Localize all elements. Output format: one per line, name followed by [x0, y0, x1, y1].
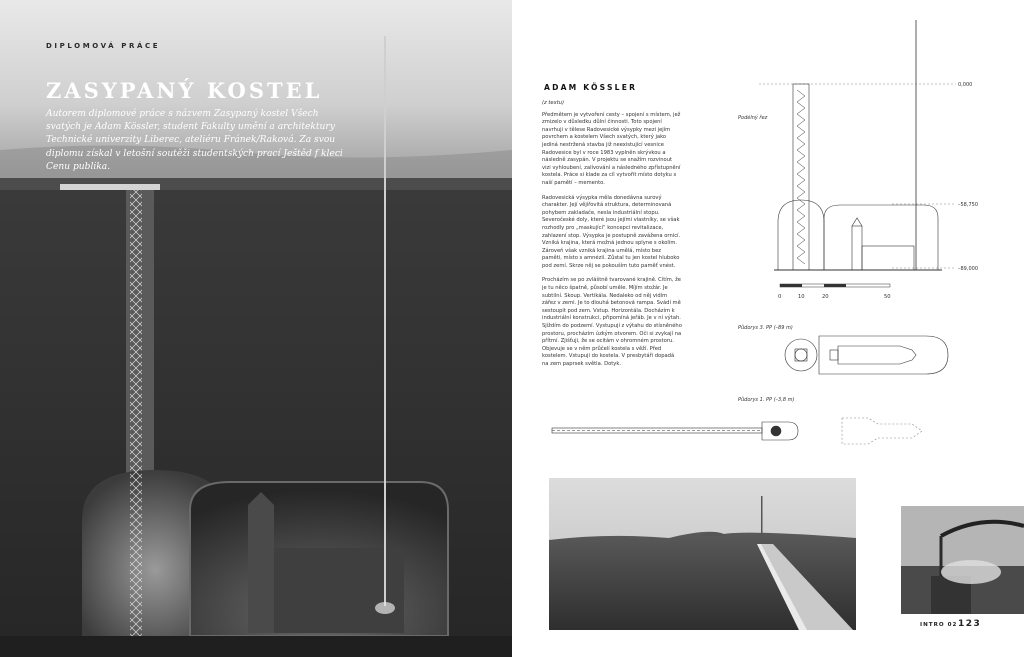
scale-tick: 10	[798, 294, 805, 300]
technical-drawings	[512, 0, 1024, 480]
article-title: ZASYPANÝ KOSTEL	[46, 78, 323, 103]
scale-tick: 20	[822, 294, 829, 300]
section-drawing	[759, 20, 956, 270]
landscape-photo	[549, 478, 856, 630]
scale-tick: 0	[778, 294, 782, 300]
level-label: 0,000	[958, 82, 973, 88]
drawing-label: Půdorys 1. PP (–3,8 m)	[738, 397, 795, 403]
source-note: (z textu)	[542, 100, 565, 106]
footer-section: INTRO 02	[920, 622, 958, 628]
right-page	[512, 0, 1024, 657]
construction-photo	[901, 506, 1024, 614]
body-paragraph: Předmětem je vytvoření cesty – spojení s místem, jež zmizelo v důsledku důlní činnosti. Toto spojení navrhuji v tělese Radovesické výsypky mezi jejím povrchem a kostelem Všech svatých, který jako jediná nestržená stavba již neexistující vesnice Radovesice byl v roce 1983 vyplněn skrývkou a následně zasypán. V projektu se snažím rozvinout vizi vyhloubení, zalívování a následného zpřístupnění kostela. Práce si klade za cíl vytvořit místo dotyku s naší pamětí – memento.	[542, 111, 681, 186]
drawing-label: Půdorys 3. PP (–89 m)	[738, 325, 793, 331]
scale-bar	[778, 284, 891, 300]
author-name: ADAM KÖSSLER	[544, 83, 638, 92]
plan-lower-drawing	[785, 336, 948, 374]
lead-paragraph: Autorem diplomové práce s názvem Zasypaný kostel Všech svatých je Adam Kössler, student Fakulty umění a architektury Technické univerzity Liberec, ateliéru Fránek/Raková. Za svou diplomu získal v letošní soutěži studentských prací Ještěd f kleci Cenu publika.	[46, 109, 343, 172]
body-paragraph: Radovesická výsypka měla donedávna surový charakter. Její vějířovitá struktura, determinovaná pohybem zakladače, nesla industriální stopu. Severočeské doly, které jsou jejími vlastníky, se však rozhodly pro „maskující“ koncepci revitalizace, zahlazení stop. Výsypka je postupně zavážena ornicí. Vzniká krajina, která možná jednou splyne s okolím. Zároveň však vzniká krajina umělá, místo bez paměti, místo s amnézií. Zůstal tu jen kostel hluboko pod zemí. Skrze něj se pokouším tuto paměť vnést.	[542, 194, 681, 269]
plan-upper-drawing	[552, 418, 922, 444]
page-number: 123	[958, 619, 982, 629]
body-paragraph: Procházím se po zvláštně tvarované krajině. Cítím, že je tu něco špatně, působí uměle. Míjím stožár. Je subtilní. Skoup. Vertikála. Nedaleko od něj vidím zářez v zemi. Je to dlouhá betonová rampa. Svádí mě sestoupit pod zem. Vstup. Horizontála. Docházím k industriální konstrukci, připomíná jeřáb. Je v ní výtah. Sjíždím do podzemí. Vystupují z výtahu do stísněného prostoru, procházím úzkým otvorem. Oči si zvykají na přítmí. Zjišťuji, že se ocitám v ohromném prostoru. Objevuje se v něm průčelí kostela s věží. Před kostelem. Vstupuji do kostela. V presbytáři dopadá na zem paprsek světla. Dotyk.	[542, 277, 682, 367]
scale-tick: 50	[884, 294, 891, 300]
drawing-label: Podélný řez	[738, 115, 768, 121]
section-kicker: DIPLOMOVÁ PRÁCE	[46, 42, 161, 50]
level-label: –89,000	[958, 266, 978, 272]
level-label: –58,750	[958, 202, 978, 208]
